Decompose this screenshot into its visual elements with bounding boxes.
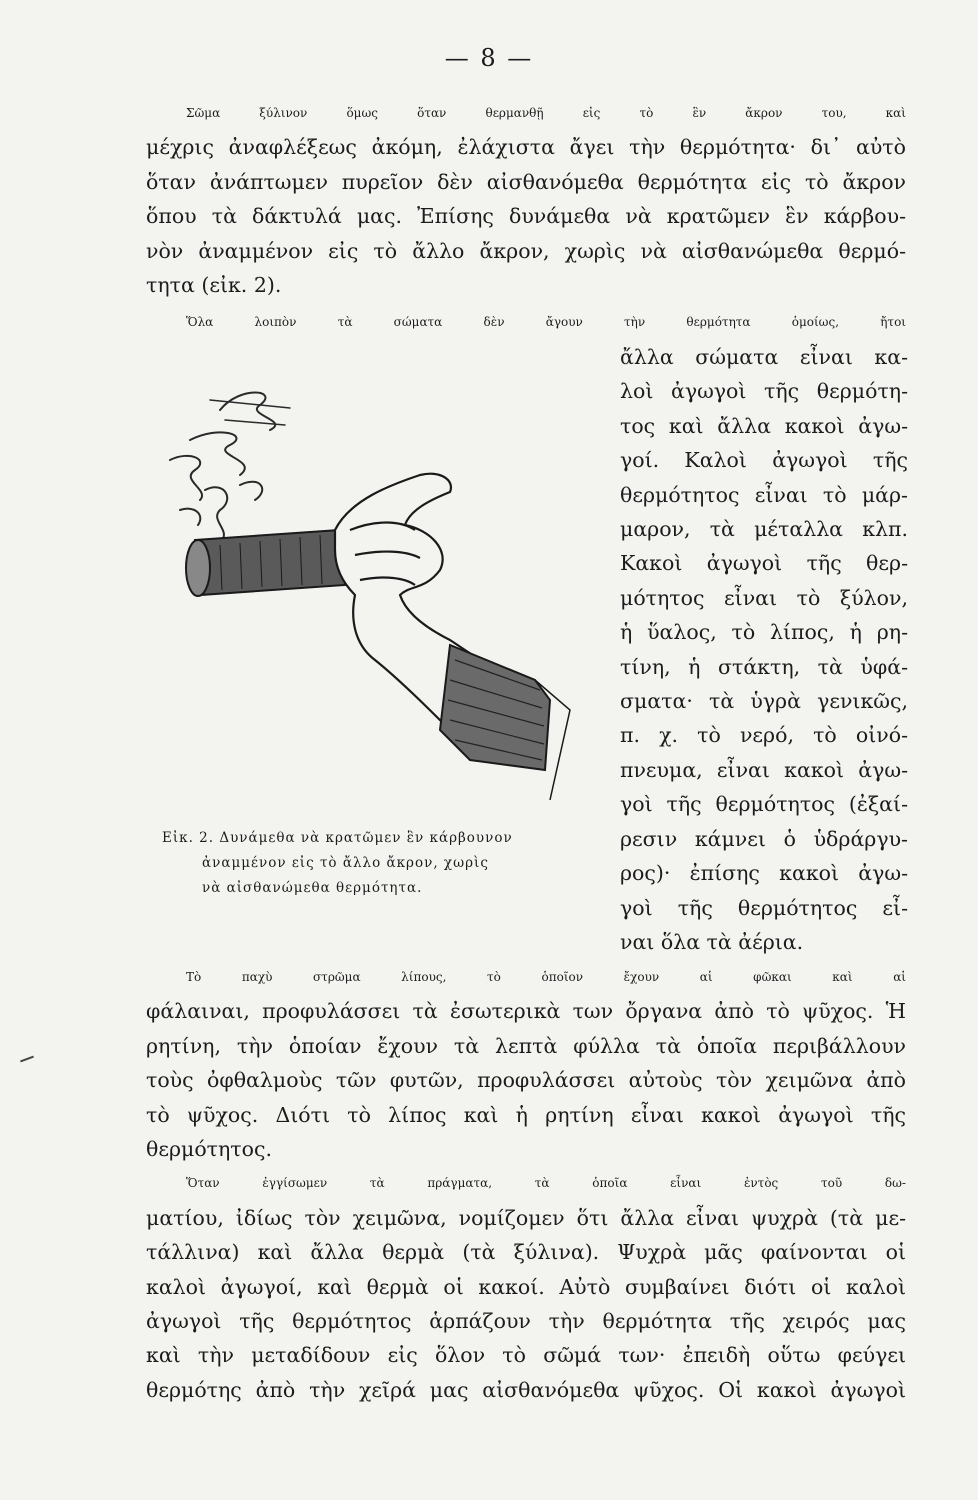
text-line: ὅπου τὰ δάκτυλά μας. Ἐπίσης δυνάμεθα νὰ κρατῶμεν ἓν κάρβου- — [146, 204, 906, 229]
text-line: μότητος εἶναι τὸ ξύλον, — [620, 585, 908, 610]
text-line: πνευμα, εἶναι κακοὶ ἀγω- — [620, 757, 908, 782]
text-line: τὸ ψῦχος. Διότι τὸ λίπος καὶ ἡ ρητίνη εἶναι κακοὶ ἀγωγοὶ τῆς — [146, 1102, 906, 1127]
text-line: ματίου, ἰδίως τὸν χειμῶνα, νομίζομεν ὅτι ἄλλα εἶναι ψυχρὰ (τὰ με- — [146, 1205, 906, 1230]
text-line: γοί. Καλοὶ ἀγωγοὶ τῆς — [620, 448, 908, 473]
text-line: ἄλλα σώματα εἶναι κα- — [620, 345, 908, 369]
text-line: καὶ τὴν μεταδίδουν εἰς ὅλον τὸ σῶμά των· ἐπειδὴ οὕτω φεύγει — [146, 1343, 906, 1368]
page-number: — 8 — — [444, 44, 534, 72]
text-line: ἀγωγοὶ τῆς θερμότητος ἁρπάζουν τὴν θερμότητα τῆς χειρός μας — [146, 1309, 906, 1334]
text-line: π. χ. τὸ νερό, τὸ οἰνό- — [620, 723, 908, 748]
text-line: σματα· τὰ ὑγρὰ γενικῶς, — [620, 689, 908, 714]
caption-line: Εἰκ. 2. Δυνάμεθα νὰ κρατῶμεν ἓν κάρβουνον — [162, 830, 513, 846]
text-line: Κακοὶ ἀγωγοὶ τῆς θερ- — [620, 551, 908, 576]
text-line: γοὶ τῆς θερμότητος (ἐξαί- — [620, 792, 908, 817]
text-line: θερμότητος εἶναι τὸ μάρ- — [620, 482, 908, 507]
text-line: Ὅταν ἐγγίσωμεν τὰ πράγματα, τὰ ὁποῖα εἶναι ἐντὸς τοῦ δω- — [186, 1176, 906, 1191]
paragraph-1 — [146, 96, 906, 302]
figure-caption — [162, 826, 592, 901]
text-line: φάλαιναι, προφυλάσσει τὰ ἐσωτερικὰ των ὄργανα ἀπὸ τὸ ψῦχος. Ἡ — [146, 999, 906, 1024]
hand-holding-burning-stick-illustration — [150, 380, 590, 820]
caption-line: ἀναμμένον εἰς τὸ ἄλλο ἄκρον, χωρὶς — [202, 855, 489, 871]
text-line: νὸν ἀναμμένον εἰς τὸ ἄλλο ἄκρον, χωρὶς νὰ αἰσθανώμεθα θερμό- — [146, 238, 906, 263]
text-line: τάλλινα) καὶ ἄλλα θερμὰ (τὰ ξύλινα). Ψυχρὰ μᾶς φαίνονται οἱ — [146, 1240, 906, 1265]
text-line: ρεσιν κάμνει ὁ ὑδράργυ- — [620, 826, 908, 851]
text-line: μαρον, τὰ μέταλλα κλπ. — [620, 517, 908, 542]
text-line: ρητίνη, τὴν ὁποίαν ἔχουν τὰ λεπτὰ φύλλα τὰ ὁποῖα περιβάλλουν — [146, 1033, 906, 1058]
margin-mark — [20, 1056, 34, 1063]
paragraph-2-first-line — [146, 305, 906, 339]
text-line: μέχρις ἀναφλέξεως ἀκόμη, ἐλάχιστα ἄγει τὴν θερμότητα· δι᾽ αὐτὸ — [146, 135, 906, 160]
text-line: θερμότης ἀπὸ τὴν χεῖρά μας αἰσθανόμεθα ψῦχος. Οἱ κακοὶ ἀγωγοὶ — [146, 1377, 906, 1402]
text-line: ἡ ὕαλος, τὸ λίπος, ἡ ρη- — [620, 620, 908, 645]
text-line: ὅταν ἀνάπτωμεν πυρεῖον δὲν αἰσθανόμεθα θερμότητα εἰς τὸ ἄκρον — [146, 169, 906, 194]
text-line: καλοὶ ἀγωγοί, καὶ θερμὰ οἱ κακοί. Αὐτὸ συμβαίνει διότι οἱ καλοὶ — [146, 1274, 906, 1299]
text-line: Τὸ παχὺ στρῶμα λίπους, τὸ ὁποῖον ἔχουν αἱ φῶκαι καὶ αἱ — [186, 970, 906, 984]
paragraph-2-wrapped-column — [620, 340, 908, 959]
text-line: γοὶ τῆς θερμότητος εἶ- — [620, 895, 908, 920]
caption-line: νὰ αἰσθανώμεθα θερμότητα. — [202, 880, 423, 896]
text-line: Ὅλα λοιπὸν τὰ σώματα δὲν ἄγουν τὴν θερμότητα ὁμοίως, ἤτοι — [186, 315, 906, 329]
text-line: τοὺς ὀφθαλμοὺς τῶν φυτῶν, προφυλάσσει αὐτοὺς τὸν χειμῶνα ἀπὸ — [146, 1068, 906, 1093]
text-line: Σῶμα ξύλινον ὅμως ὅταν θερμανθῇ εἰς τὸ ἓν ἄκρον του, καὶ — [186, 106, 906, 120]
paragraph-3 — [146, 960, 906, 1407]
text-line: θερμότητος. — [146, 1137, 272, 1162]
text-line: τίνη, ἡ στάκτη, τὰ ὑφά- — [620, 654, 908, 679]
text-line: ρος)· ἐπίσης κακοὶ ἀγω- — [620, 861, 908, 886]
text-line: λοὶ ἀγωγοὶ τῆς θερμότη- — [620, 379, 908, 404]
text-line: ναι ὅλα τὰ ἀέρια. — [620, 929, 804, 954]
text-line: τος καὶ ἄλλα κακοὶ ἀγω- — [620, 413, 908, 438]
text-line: τητα (εἰκ. 2). — [146, 273, 282, 298]
